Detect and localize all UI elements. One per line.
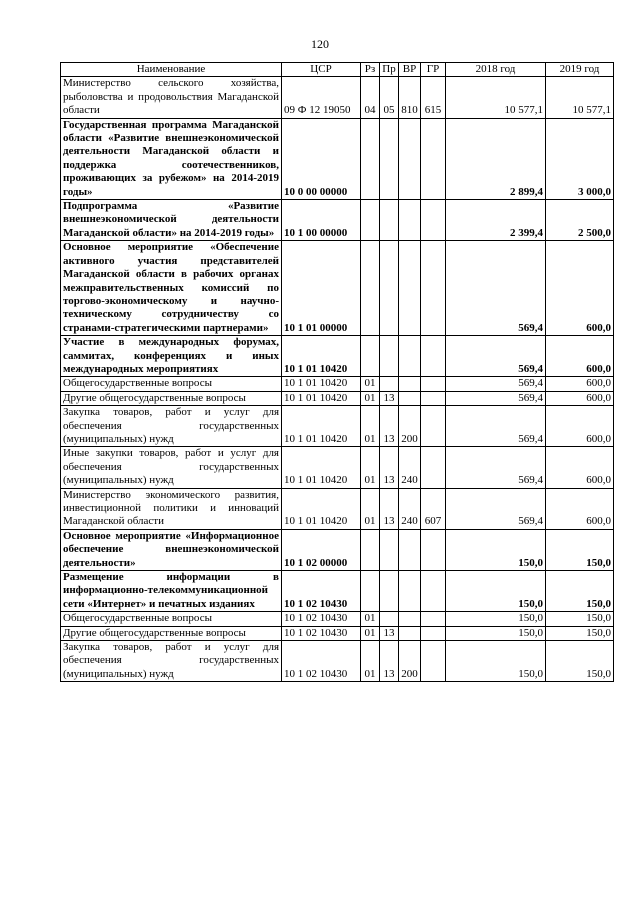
row-name-cell: Другие общегосударственные вопросы <box>61 391 282 405</box>
table-row <box>61 488 614 529</box>
row-rz-cell: 01 <box>361 447 380 488</box>
row-2019-cell: 10 577,1 <box>546 77 614 118</box>
row-name-cell: Министерство сельского хозяйства, рыболовства и продовольствия Магаданской области <box>61 77 282 118</box>
row-pr-cell <box>380 336 399 377</box>
table-row <box>61 529 614 570</box>
table-row <box>61 571 614 612</box>
row-2018-cell: 569,4 <box>446 391 546 405</box>
row-gr-cell <box>421 626 446 640</box>
header-2018: 2018 год <box>446 63 546 77</box>
row-csr-cell: 10 1 01 10420 <box>282 447 361 488</box>
row-gr-cell <box>421 529 446 570</box>
row-name-cell: Министерство экономического развития, инвестиционной политики и инноваций Магаданской области <box>61 488 282 529</box>
row-2019-cell: 600,0 <box>546 406 614 447</box>
row-vr-cell: 240 <box>399 488 421 529</box>
row-name-cell: Государственная программа Магаданской области «Развитие внешнеэкономической деятельности Магаданской области и поддержка соотечественников, проживающих за рубежом» на 2014-2019 годы» <box>61 118 282 199</box>
row-pr-cell: 13 <box>380 488 399 529</box>
row-csr-cell: 10 1 01 00000 <box>282 241 361 336</box>
table-row <box>61 241 614 336</box>
row-csr-cell: 10 1 01 10420 <box>282 488 361 529</box>
row-vr-cell <box>399 626 421 640</box>
row-2019-cell: 3 000,0 <box>546 118 614 199</box>
row-csr-cell: 10 1 01 10420 <box>282 391 361 405</box>
row-gr-cell <box>421 241 446 336</box>
table-row <box>61 200 614 241</box>
row-pr-cell <box>380 377 399 391</box>
row-name-cell: Другие общегосударственные вопросы <box>61 626 282 640</box>
row-2018-cell: 569,4 <box>446 488 546 529</box>
row-2018-cell: 569,4 <box>446 447 546 488</box>
row-csr-cell: 10 1 01 10420 <box>282 377 361 391</box>
row-2018-cell: 569,4 <box>446 336 546 377</box>
row-rz-cell <box>361 118 380 199</box>
row-2019-cell: 150,0 <box>546 626 614 640</box>
row-vr-cell <box>399 336 421 377</box>
row-name-cell: Подпрограмма «Развитие внешнеэкономической деятельности Магаданской области» на 2014-2019 годы» <box>61 200 282 241</box>
table-row <box>61 391 614 405</box>
row-csr-cell: 10 1 02 00000 <box>282 529 361 570</box>
row-2018-cell: 2 899,4 <box>446 118 546 199</box>
row-pr-cell: 13 <box>380 641 399 682</box>
row-2018-cell: 569,4 <box>446 406 546 447</box>
row-vr-cell <box>399 391 421 405</box>
table-row <box>61 626 614 640</box>
row-2018-cell: 569,4 <box>446 377 546 391</box>
row-vr-cell <box>399 571 421 612</box>
row-pr-cell <box>380 571 399 612</box>
row-pr-cell <box>380 529 399 570</box>
row-name-cell: Закупка товаров, работ и услуг для обеспечения государственных (муниципальных) нужд <box>61 406 282 447</box>
row-csr-cell: 10 1 01 10420 <box>282 406 361 447</box>
row-vr-cell <box>399 377 421 391</box>
row-name-cell: Общегосударственные вопросы <box>61 612 282 626</box>
row-rz-cell: 01 <box>361 488 380 529</box>
row-rz-cell <box>361 336 380 377</box>
row-gr-cell <box>421 118 446 199</box>
row-2018-cell: 150,0 <box>446 641 546 682</box>
row-vr-cell <box>399 612 421 626</box>
row-name-cell: Размещение информации в информационно-телекоммуникационной сети «Интернет» и печатных изданиях <box>61 571 282 612</box>
row-gr-cell <box>421 641 446 682</box>
table-row <box>61 336 614 377</box>
row-2018-cell: 150,0 <box>446 626 546 640</box>
row-csr-cell: 10 1 00 00000 <box>282 200 361 241</box>
row-2019-cell: 600,0 <box>546 377 614 391</box>
header-rz: Рз <box>361 63 380 77</box>
row-2018-cell: 150,0 <box>446 571 546 612</box>
row-vr-cell <box>399 529 421 570</box>
row-gr-cell <box>421 391 446 405</box>
row-pr-cell: 13 <box>380 447 399 488</box>
row-name-cell: Участие в международных форумах, саммитах, конференциях и иных международных мероприятиях <box>61 336 282 377</box>
row-name-cell: Основное мероприятие «Информационное обеспечение внешнеэкономической деятельности» <box>61 529 282 570</box>
row-csr-cell: 10 0 00 00000 <box>282 118 361 199</box>
row-csr-cell: 10 1 02 10430 <box>282 626 361 640</box>
row-vr-cell <box>399 118 421 199</box>
row-2018-cell: 10 577,1 <box>446 77 546 118</box>
row-vr-cell: 240 <box>399 447 421 488</box>
row-2019-cell: 600,0 <box>546 447 614 488</box>
row-csr-cell: 10 1 02 10430 <box>282 612 361 626</box>
row-2019-cell: 150,0 <box>546 571 614 612</box>
row-csr-cell: 10 1 01 10420 <box>282 336 361 377</box>
row-rz-cell: 01 <box>361 626 380 640</box>
row-vr-cell: 200 <box>399 641 421 682</box>
row-gr-cell: 615 <box>421 77 446 118</box>
row-2019-cell: 600,0 <box>546 241 614 336</box>
row-rz-cell: 01 <box>361 377 380 391</box>
row-pr-cell <box>380 118 399 199</box>
row-rz-cell <box>361 200 380 241</box>
row-csr-cell: 10 1 02 10430 <box>282 571 361 612</box>
table-body <box>61 77 614 682</box>
row-2018-cell: 569,4 <box>446 241 546 336</box>
table-row <box>61 118 614 199</box>
row-2018-cell: 150,0 <box>446 529 546 570</box>
row-pr-cell <box>380 200 399 241</box>
table-header-row <box>61 63 614 77</box>
row-2018-cell: 150,0 <box>446 612 546 626</box>
row-gr-cell <box>421 336 446 377</box>
row-gr-cell: 607 <box>421 488 446 529</box>
header-pr: Пр <box>380 63 399 77</box>
row-pr-cell: 05 <box>380 77 399 118</box>
row-2018-cell: 2 399,4 <box>446 200 546 241</box>
row-pr-cell: 13 <box>380 391 399 405</box>
row-gr-cell <box>421 447 446 488</box>
row-vr-cell <box>399 241 421 336</box>
row-2019-cell: 2 500,0 <box>546 200 614 241</box>
table-row <box>61 406 614 447</box>
row-rz-cell: 01 <box>361 641 380 682</box>
row-gr-cell <box>421 612 446 626</box>
row-gr-cell <box>421 571 446 612</box>
row-gr-cell <box>421 406 446 447</box>
row-2019-cell: 600,0 <box>546 488 614 529</box>
header-csr: ЦСР <box>282 63 361 77</box>
header-gr: ГР <box>421 63 446 77</box>
table-row <box>61 641 614 682</box>
row-pr-cell: 13 <box>380 406 399 447</box>
row-2019-cell: 150,0 <box>546 641 614 682</box>
table-row <box>61 77 614 118</box>
row-2019-cell: 600,0 <box>546 336 614 377</box>
row-vr-cell <box>399 200 421 241</box>
header-vr: ВР <box>399 63 421 77</box>
table-row <box>61 612 614 626</box>
row-csr-cell: 09 Ф 12 19050 <box>282 77 361 118</box>
row-2019-cell: 600,0 <box>546 391 614 405</box>
page-number: 120 <box>311 37 329 51</box>
row-gr-cell <box>421 200 446 241</box>
row-rz-cell <box>361 529 380 570</box>
row-rz-cell: 01 <box>361 612 380 626</box>
row-gr-cell <box>421 377 446 391</box>
table-row <box>61 377 614 391</box>
row-vr-cell: 200 <box>399 406 421 447</box>
row-pr-cell <box>380 241 399 336</box>
header-name: Наименование <box>61 63 282 77</box>
row-rz-cell: 01 <box>361 391 380 405</box>
table-row <box>61 447 614 488</box>
row-name-cell: Основное мероприятие «Обеспечение активного участия представителей Магаданской области в рабочих органах межправительственных комиссий по торгово-экономическому и научно-техническому сотрудничеству со странами-стратегическими партнерами» <box>61 241 282 336</box>
row-rz-cell: 04 <box>361 77 380 118</box>
row-name-cell: Общегосударственные вопросы <box>61 377 282 391</box>
row-rz-cell: 01 <box>361 406 380 447</box>
header-2019: 2019 год <box>546 63 614 77</box>
row-rz-cell <box>361 241 380 336</box>
row-name-cell: Иные закупки товаров, работ и услуг для обеспечения государственных (муниципальных) нужд <box>61 447 282 488</box>
row-pr-cell <box>380 612 399 626</box>
row-2019-cell: 150,0 <box>546 612 614 626</box>
budget-table <box>60 62 614 682</box>
row-pr-cell: 13 <box>380 626 399 640</box>
row-vr-cell: 810 <box>399 77 421 118</box>
row-name-cell: Закупка товаров, работ и услуг для обеспечения государственных (муниципальных) нужд <box>61 641 282 682</box>
row-rz-cell <box>361 571 380 612</box>
row-csr-cell: 10 1 02 10430 <box>282 641 361 682</box>
row-2019-cell: 150,0 <box>546 529 614 570</box>
